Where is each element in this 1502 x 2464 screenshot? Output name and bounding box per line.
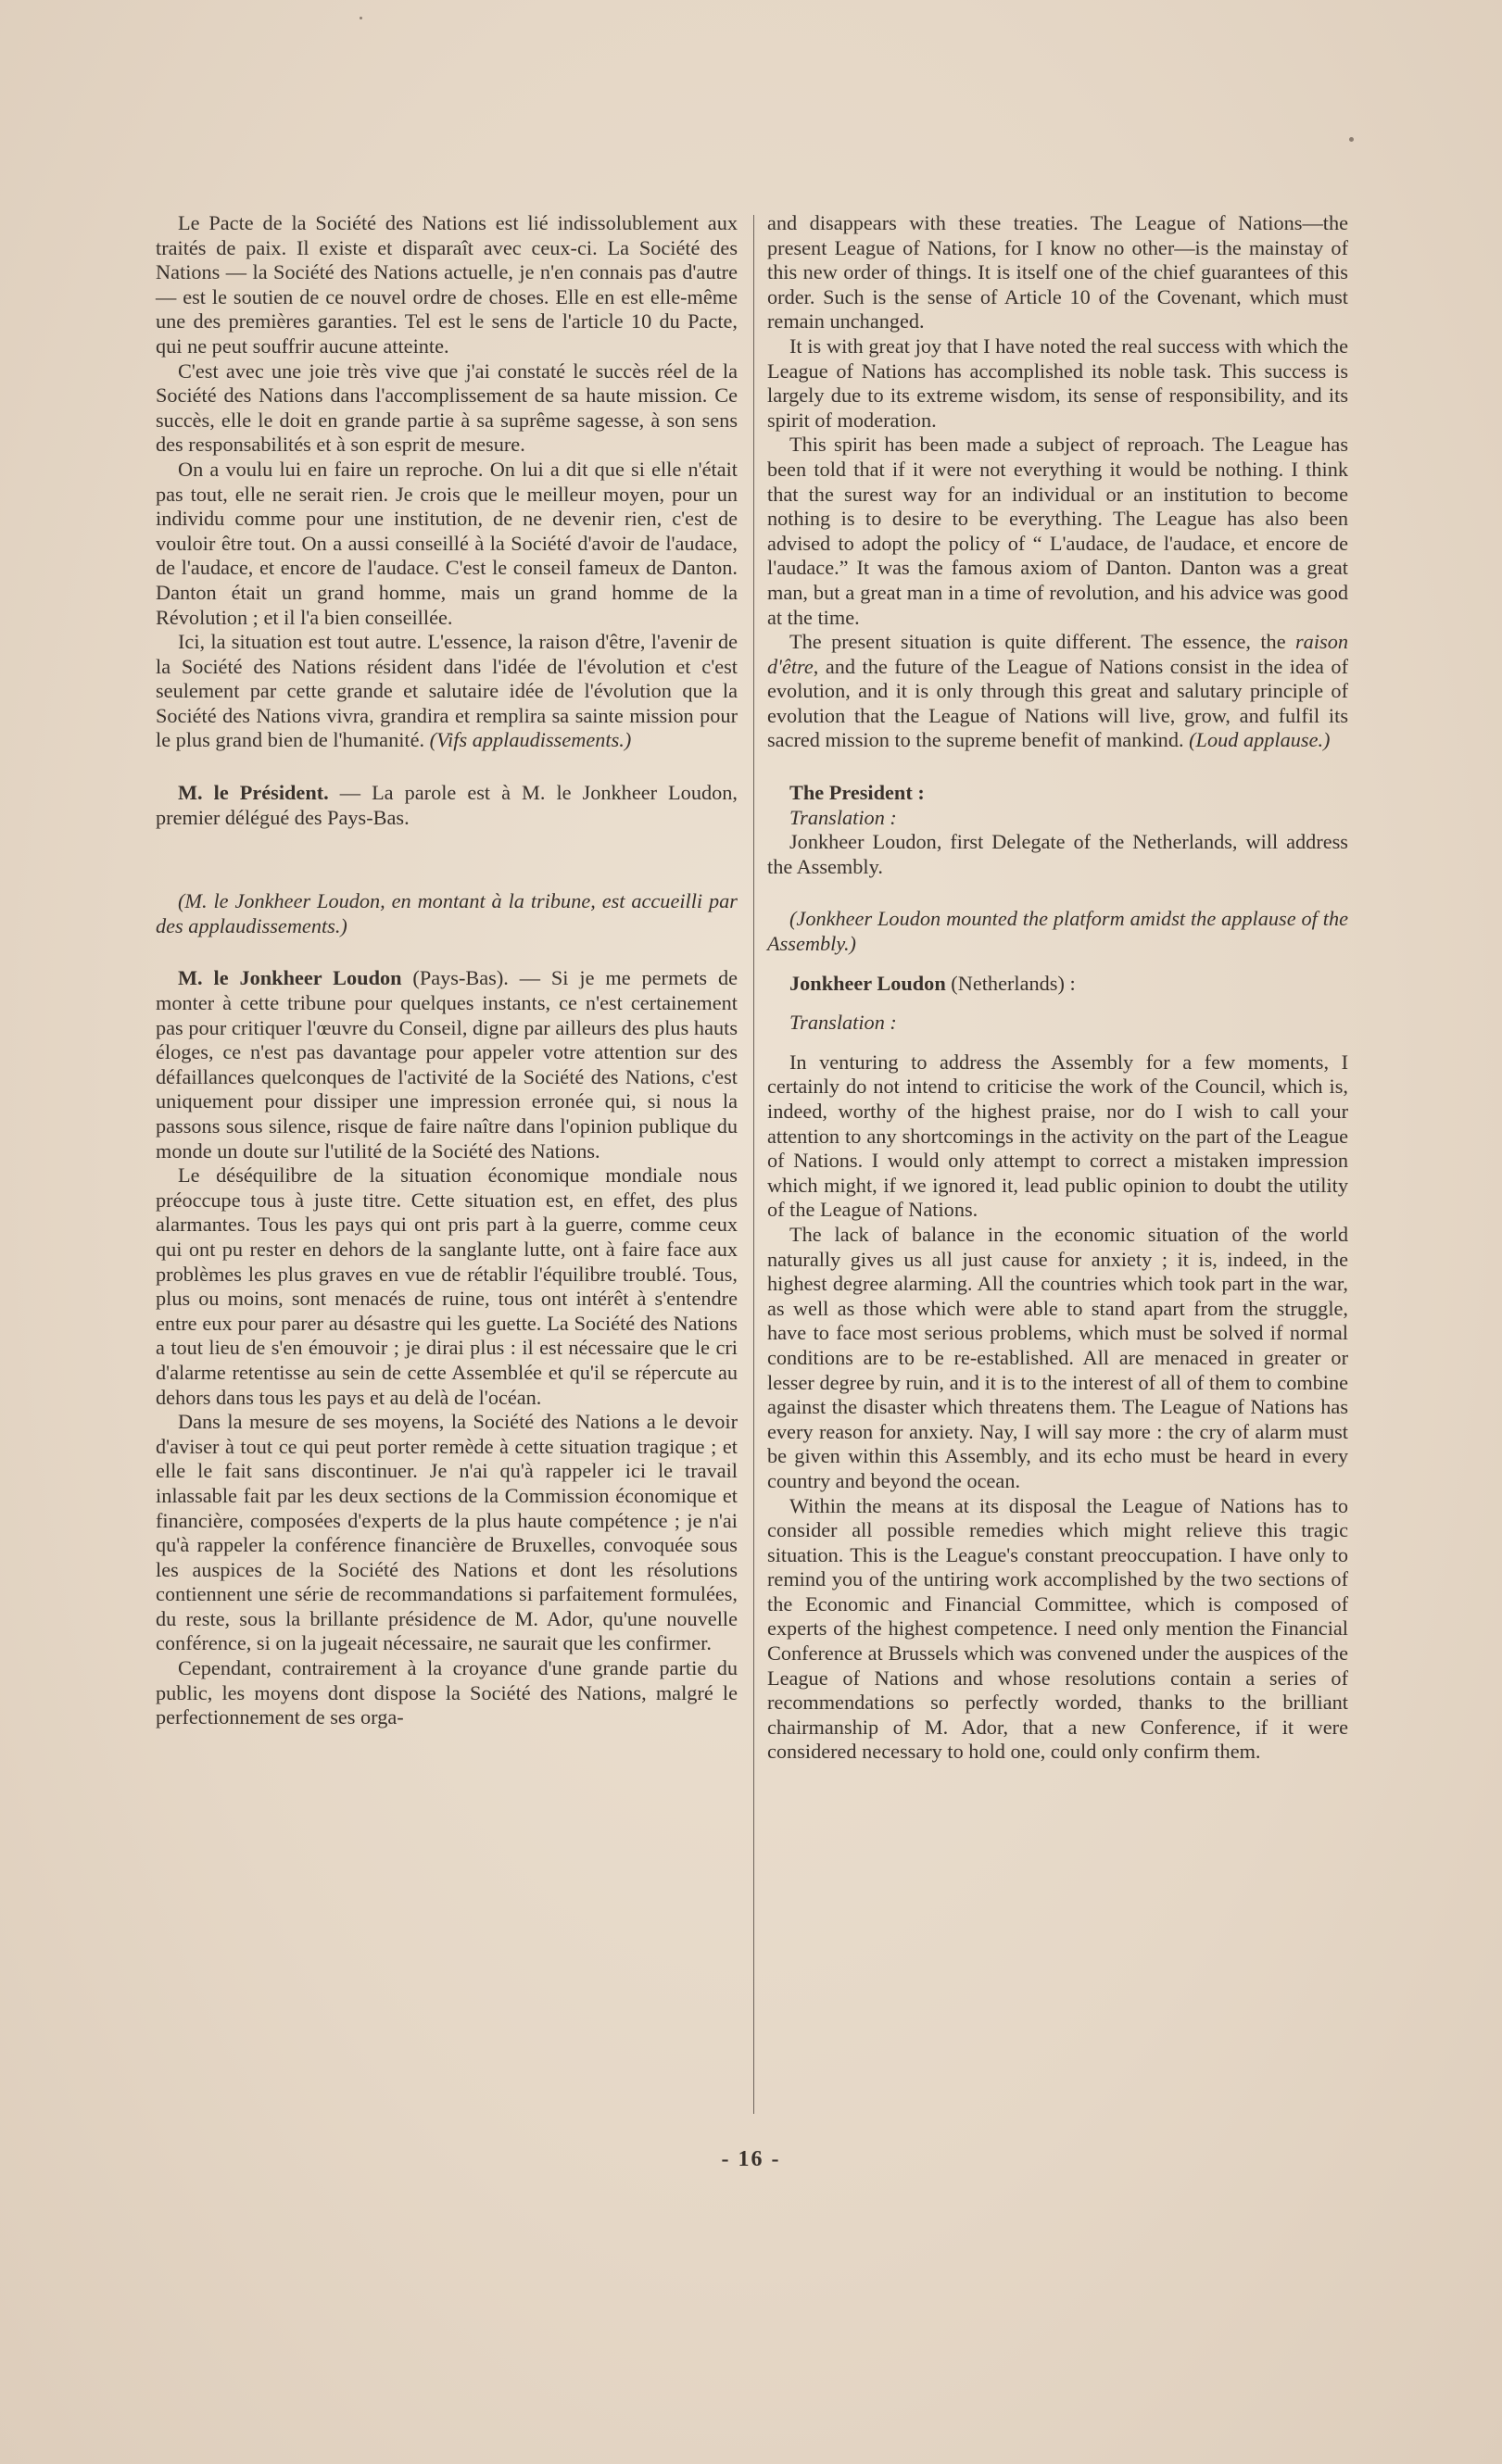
speaker-heading xyxy=(767,972,1348,997)
french-paragraph: On a voulu lui en faire un reproche. On lui a dit que si elle n'était pas tout, elle ne serait rien. Je crois que le meilleur moyen, pour un individu comme pour une institution, de ne devenir rien, c'est de vouloir être tout. On a aussi conseillé à la Société d'avoir de l'audace, de l'audace, et encore de l'audace. C'est le conseil fameux de Danton. Danton était un grand homme, mais un grand homme de la Révolution ; et il l'a bien conseillée. xyxy=(156,457,738,629)
french-column xyxy=(156,211,738,1730)
stage-direction: (M. le Jonkheer Loudon, en montant à la tribune, est accueilli par des applaudissements.) xyxy=(156,889,738,937)
english-paragraph: It is with great joy that I have noted the real success with which the League of Nations has accomplished its noble task. This success is largely due to its extreme wisdom, its sense of responsibility, and its spirit of moderation. xyxy=(767,333,1348,432)
page-number: - 16 - xyxy=(721,2147,781,2171)
speaker-label: The President : xyxy=(789,781,925,805)
speaker-country: (Pays-Bas). — xyxy=(401,966,551,990)
applause-note: (Vifs applaudissements.) xyxy=(429,728,632,752)
president-text: Jonkheer Loudon, first Delegate of the Netherlands, will address the Assembly. xyxy=(767,830,1348,878)
english-text: , and the future of the League of Nations consist in the idea of evolution, and it is only through this great and salutary principle of evolution that the League of Nations will live, grow, and fulfil its sacred mission to the supreme benefit of mankind. xyxy=(767,654,1348,752)
speech-paragraph: In venturing to address the Assembly for a few moments, I certainly do not intend to criticise the work of the Council, which is, indeed, worthy of the highest praise, nor do I wish to call your attention to any shortcomings in the activity on the part of the League of Nations. I would only attempt to correct a mistaken impression which might, if we ignored it, lead public opinion to doubt the utility of the League of Nations. xyxy=(767,1050,1348,1222)
ink-speck xyxy=(360,17,362,19)
president-statement xyxy=(156,781,738,830)
translation-label: Translation : xyxy=(789,805,897,829)
speaker-label: Jonkheer Loudon xyxy=(789,971,946,995)
ink-speck xyxy=(1349,137,1354,142)
column-divider xyxy=(753,215,754,2114)
english-column xyxy=(767,211,1348,1765)
speaker-label: M. le Président. xyxy=(178,781,329,805)
speech-text: Si je me permets de monter à cette tribune pour quelques instants, ce n'est certainement pas pour critiquer l'œuvre du Conseil, digne par ailleurs des plus hauts éloges, ce n'est pas davantage pour appeler votre attention sur des défaillances quelconques de l'activité de la Société des Nations, c'est uniquement pour dissiper une impression erronée qui, si nous la passons sous silence, risque de faire naître dans l'opinion publique du monde un doute sur l'utilité de la Société des Nations. xyxy=(156,966,738,1163)
speaker-country: (Netherlands) : xyxy=(945,971,1076,995)
english-paragraph xyxy=(767,630,1348,753)
speech-paragraph: Dans la mesure de ses moyens, la Société des Nations a le devoir d'aviser à tout ce qui peut porter remède à cette situation tragique ; et elle le fait sans discontinuer. Je n'ai qu'à rappeler ici le travail inlassable fait par les deux sections de la Commission économique et financière, composées d'experts de la plus haute compétence ; je n'ai qu'à rappeler la conférence financière de Bruxelles, convoquée sous les auspices de la Société des Nations et dont les résolutions contiennent une série de recommandations si parfaitement formulées, du reste, sous la brillante présidence de M. Ador, qu'une nouvelle conférence, si on la jugeait nécessaire, ne saurait que les confirmer. xyxy=(156,1410,738,1655)
french-paragraph: C'est avec une joie très vive que j'ai constaté le succès réel de la Société des Nations dans l'accomplissement de sa haute mission. Ce succès, elle le doit en grande partie à sa suprême sagesse, à son sens des responsabilités et à son esprit de mesure. xyxy=(156,358,738,457)
french-paragraph: Le Pacte de la Société des Nations est lié indissolublement aux traités de paix. Il existe et disparaît avec ceux-ci. La Société des Nations — la Société des Nations actuelle, je n'en connais pas d'autre — est le soutien de ce nouvel ordre de choses. Elle en est elle-même une des premières garanties. Tel est le sens de l'article 10 du Pacte, qui ne peut souffrir aucune atteinte. xyxy=(156,211,738,358)
english-paragraph: and disappears with these treaties. The League of Nations—the present League of Nations, for I know no other—is the mainstay of this new order of things. It is itself one of the chief guarantees of this order. Such is the sense of Article 10 of the Covenant, which must remain unchanged. xyxy=(767,211,1348,333)
french-paragraph xyxy=(156,630,738,753)
speaker-label: M. le Jonkheer Loudon xyxy=(178,966,402,990)
emphasis-text: raison d'être xyxy=(767,630,1348,678)
speech-paragraph: Cependant, contrairement à la croyance d'une grande partie du public, les moyens dont dispose la Société des Nations, malgré le perfectionnement de ses orga- xyxy=(156,1656,738,1729)
applause-note: (Loud applause.) xyxy=(1189,728,1331,752)
english-text: The present situation is quite different. The essence, the xyxy=(789,630,1295,654)
french-text: Ici, la situation est tout autre. L'essence, la raison d'être, l'avenir de la Société des Nations résident dans l'idée de l'évolution et c'est seulement par cette grande et salutaire idée de l'évolution que la Société des Nations vivra, grandira et remplira sa sainte mission pour le plus grand bien de l'humanité. xyxy=(156,630,738,752)
president-text: — La parole est à M. le Jonkheer Loudon, premier délégué des Pays-Bas. xyxy=(156,781,738,829)
speech-paragraph: Le déséquilibre de la situation économique mondiale nous préoccupe tous à juste titre. Cette situation est, en effet, des plus alarmantes. Tous les pays qui ont pris part à la guerre, comme ceux qui ont pu rester en dehors de la sanglante lutte, ont à faire face aux problèmes les plus graves en vue de rétablir l'équilibre troublé. Tous, plus ou moins, sont menacés de ruine, tous ont intérêt à s'entendre entre eux pour parer au désastre qui les guette. La Société des Nations a tout lieu de s'en émouvoir ; je dirai plus : il est nécessaire que le cri d'alarme retentisse au sein de cette Assemblée et qu'il se répercute au dehors dans tous les pays et au delà de l'océan. xyxy=(156,1163,738,1409)
speech-paragraph: The lack of balance in the economic situation of the world naturally gives us all just cause for anxiety ; it is, indeed, in the highest degree alarming. All the countries which took part in the war, as well as those which were able to stand apart from the struggle, have to face most serious problems, which must be solved if normal conditions are to be re-established. All are menaced in greater or lesser degree by ruin, and it is to the interest of all of them to combine against the disaster which threatens them. The League of Nations has every reason for anxiety. Nay, I will say more : the cry of alarm must be given within this Assembly, and its echo must be heard in every country and beyond the ocean. xyxy=(767,1222,1348,1492)
translation-label: Translation : xyxy=(789,1011,897,1035)
speech-paragraph xyxy=(156,966,738,1163)
stage-direction: (Jonkheer Loudon mounted the platform amidst the applause of the Assembly.) xyxy=(767,907,1348,956)
speech-paragraph: Within the means at its disposal the League of Nations has to consider all possible remedies which might relieve this tragic situation. This is the League's constant preoccupation. I have only to remind you of the untiring work accomplished by the two sections of the Economic and Financial Committee, which is composed of experts of the highest competence. I need only mention the Financial Conference at Brussels which was convened under the auspices of the League of Nations and whose resolutions contain a series of recommendations so perfectly worded, thanks to the brilliant chairmanship of M. Ador, that a new Conference, if it were considered necessary to hold one, could only confirm them. xyxy=(767,1493,1348,1764)
english-paragraph: This spirit has been made a subject of reproach. The League has been told that if it were not everything it would be nothing. I think that the surest way for an individual or an institution to become nothing is to desire to be everything. The League has also been advised to adopt the policy of “ L'audace, de l'audace, et encore de l'audace.” It was the famous axiom of Danton. Danton was a great man, but a great man in a time of revolution, and his advice was good at the time. xyxy=(767,433,1348,629)
